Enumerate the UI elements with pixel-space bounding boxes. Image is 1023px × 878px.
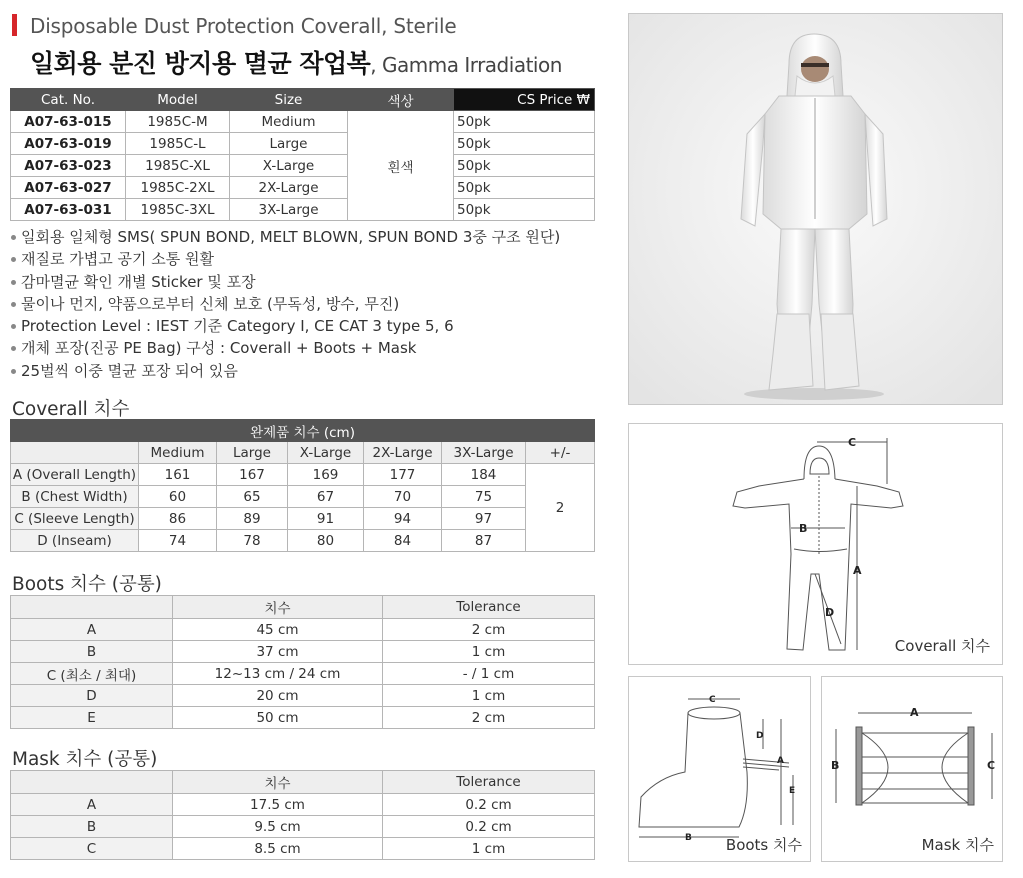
model-cell: 1985C-2XL bbox=[126, 177, 230, 199]
table-cell: 161 bbox=[139, 464, 217, 486]
row-label: C (최소 / 최대) bbox=[11, 663, 173, 685]
price-cell: 50pk bbox=[454, 199, 595, 221]
row-label: B bbox=[11, 641, 173, 663]
label-c: C bbox=[709, 695, 716, 705]
size-cell: 3X-Large bbox=[230, 199, 348, 221]
table-cell: 86 bbox=[139, 508, 217, 530]
boots-section-title: Boots 치수 (공통) bbox=[12, 574, 162, 595]
column-header: 3X-Large bbox=[442, 442, 526, 464]
page-title-suffix: , Gamma Irradiation bbox=[370, 53, 562, 77]
product-table bbox=[10, 88, 595, 221]
row-label: C (Sleeve Length) bbox=[11, 508, 139, 530]
table-cell: 50 cm bbox=[173, 707, 383, 729]
list-item-continuation: 재질로 가볍고 공기 소통 원활 bbox=[10, 248, 600, 270]
cat-no-cell: A07-63-027 bbox=[11, 177, 126, 199]
price-cell: 50pk bbox=[454, 177, 595, 199]
page-title-korean: 일회용 분진 방지용 멸균 작업복 bbox=[30, 49, 371, 78]
table-cell: 1 cm bbox=[383, 685, 595, 707]
list-item: 감마멸균 확인 개별 Sticker 및 포장 bbox=[10, 271, 600, 293]
column-header: 치수 bbox=[173, 771, 383, 794]
table-row bbox=[11, 619, 595, 641]
person-in-coverall-illustration bbox=[629, 14, 1002, 404]
table-cell: 75 bbox=[442, 486, 526, 508]
table-cell: 20 cm bbox=[173, 685, 383, 707]
table-cell: 1 cm bbox=[383, 838, 595, 860]
table-row bbox=[11, 464, 595, 486]
label-b: B bbox=[685, 833, 692, 843]
table-row bbox=[11, 663, 595, 685]
price-cell: 50pk bbox=[454, 133, 595, 155]
table-cell: 177 bbox=[364, 464, 442, 486]
column-header: Cat. No. bbox=[11, 89, 126, 111]
table-cell: 65 bbox=[217, 486, 288, 508]
table-row bbox=[11, 530, 595, 552]
table-row bbox=[11, 133, 595, 155]
table-cell: 84 bbox=[364, 530, 442, 552]
table-cell: 45 cm bbox=[173, 619, 383, 641]
column-header-blank bbox=[11, 442, 139, 464]
list-item: Protection Level : IEST 기준 Category I, CE CAT 3 type 5, 6 bbox=[10, 315, 600, 337]
table-cell: 2 cm bbox=[383, 707, 595, 729]
size-cell: 2X-Large bbox=[230, 177, 348, 199]
table-cell: 97 bbox=[442, 508, 526, 530]
row-label: A bbox=[11, 794, 173, 816]
row-label: B bbox=[11, 816, 173, 838]
label-d: D bbox=[825, 606, 835, 619]
page-subtitle: Disposable Dust Protection Coverall, Sterile bbox=[30, 14, 457, 38]
table-row bbox=[11, 199, 595, 221]
table-cell: 78 bbox=[217, 530, 288, 552]
column-header: Tolerance bbox=[383, 596, 595, 619]
column-header: Medium bbox=[139, 442, 217, 464]
page-title bbox=[30, 44, 562, 80]
table-row bbox=[11, 707, 595, 729]
size-cell: X-Large bbox=[230, 155, 348, 177]
mask-diagram-panel bbox=[821, 676, 1003, 862]
column-header: +/- bbox=[526, 442, 595, 464]
row-label: C bbox=[11, 838, 173, 860]
label-b: B bbox=[831, 759, 840, 772]
label-d: D bbox=[756, 731, 764, 741]
cat-no-cell: A07-63-023 bbox=[11, 155, 126, 177]
price-cell: 50pk bbox=[454, 111, 595, 133]
cat-no-cell: A07-63-031 bbox=[11, 199, 126, 221]
model-cell: 1985C-L bbox=[126, 133, 230, 155]
table-cell: 0.2 cm bbox=[383, 794, 595, 816]
label-c: C bbox=[848, 436, 857, 449]
table-row bbox=[11, 794, 595, 816]
list-item: 25벌씩 이중 멸균 포장 되어 있음 bbox=[10, 360, 600, 382]
row-label: A (Overall Length) bbox=[11, 464, 139, 486]
size-cell: Medium bbox=[230, 111, 348, 133]
row-label: A bbox=[11, 619, 173, 641]
label-a: A bbox=[853, 564, 862, 577]
title-accent-bar bbox=[12, 14, 17, 36]
table-cell: - / 1 cm bbox=[383, 663, 595, 685]
model-cell: 1985C-M bbox=[126, 111, 230, 133]
table-row bbox=[11, 177, 595, 199]
table-cell: 8.5 cm bbox=[173, 838, 383, 860]
table-row bbox=[11, 486, 595, 508]
list-item: 물이나 먼지, 약품으로부터 신체 보호 (무독성, 방수, 무진) bbox=[10, 293, 600, 315]
column-header: 색상 bbox=[348, 89, 454, 111]
row-label: D bbox=[11, 685, 173, 707]
table-row bbox=[11, 685, 595, 707]
table-cell: 1 cm bbox=[383, 641, 595, 663]
table-cell: 184 bbox=[442, 464, 526, 486]
label-a: A bbox=[777, 756, 784, 766]
column-header: Model bbox=[126, 89, 230, 111]
coverall-section-title: Coverall 치수 bbox=[12, 399, 130, 420]
coverall-dimension-diagram bbox=[629, 424, 1002, 664]
table-cell: 89 bbox=[217, 508, 288, 530]
column-header: Large bbox=[217, 442, 288, 464]
mask-section-title: Mask 치수 (공통) bbox=[12, 749, 158, 770]
label-b: B bbox=[799, 522, 808, 535]
row-label: E bbox=[11, 707, 173, 729]
table-cell: 87 bbox=[442, 530, 526, 552]
model-cell: 1985C-XL bbox=[126, 155, 230, 177]
boots-diagram-panel bbox=[628, 676, 811, 862]
table-cell: 0.2 cm bbox=[383, 816, 595, 838]
column-header-price: CS Price ₩ bbox=[454, 89, 595, 111]
table-cell: 37 cm bbox=[173, 641, 383, 663]
table-cell: 2 cm bbox=[383, 619, 595, 641]
table-row bbox=[11, 641, 595, 663]
column-header: Tolerance bbox=[383, 771, 595, 794]
table-cell: 169 bbox=[288, 464, 364, 486]
label-a: A bbox=[910, 706, 919, 719]
color-cell: 흰색 bbox=[348, 111, 454, 221]
boots-size-table bbox=[10, 595, 595, 729]
table-cell: 9.5 cm bbox=[173, 816, 383, 838]
tolerance-cell: 2 bbox=[526, 464, 595, 552]
list-item: 개체 포장(진공 PE Bag) 구성 : Coverall + Boots + Mask bbox=[10, 337, 600, 359]
label-c: C bbox=[987, 759, 996, 772]
table-cell: 17.5 cm bbox=[173, 794, 383, 816]
row-label: B (Chest Width) bbox=[11, 486, 139, 508]
table-cell: 60 bbox=[139, 486, 217, 508]
row-label: D (Inseam) bbox=[11, 530, 139, 552]
table-row bbox=[11, 111, 595, 133]
table-row bbox=[11, 838, 595, 860]
table-row bbox=[11, 816, 595, 838]
table-cell: 94 bbox=[364, 508, 442, 530]
table-row bbox=[11, 508, 595, 530]
list-item: 일회용 일체형 SMS( SPUN BOND, MELT BLOWN, SPUN BOND 3중 구조 원단) bbox=[10, 226, 600, 248]
coverall-group-header: 완제품 치수 (cm) bbox=[11, 420, 595, 442]
cat-no-cell: A07-63-015 bbox=[11, 111, 126, 133]
coverall-diagram-caption: Coverall 치수 bbox=[894, 637, 990, 655]
cat-no-cell: A07-63-019 bbox=[11, 133, 126, 155]
size-cell: Large bbox=[230, 133, 348, 155]
column-header: X-Large bbox=[288, 442, 364, 464]
table-cell: 91 bbox=[288, 508, 364, 530]
coverall-diagram-panel bbox=[628, 423, 1003, 665]
mask-diagram-caption: Mask 치수 bbox=[921, 836, 994, 854]
table-cell: 167 bbox=[217, 464, 288, 486]
label-e: E bbox=[789, 786, 796, 796]
column-header-blank bbox=[11, 596, 173, 619]
column-header: Size bbox=[230, 89, 348, 111]
table-cell: 70 bbox=[364, 486, 442, 508]
mask-size-table bbox=[10, 770, 595, 860]
table-cell: 74 bbox=[139, 530, 217, 552]
feature-list bbox=[10, 226, 600, 382]
boots-diagram-caption: Boots 치수 bbox=[725, 836, 802, 854]
column-header-blank bbox=[11, 771, 173, 794]
table-cell: 12~13 cm / 24 cm bbox=[173, 663, 383, 685]
price-cell: 50pk bbox=[454, 155, 595, 177]
column-header: 치수 bbox=[173, 596, 383, 619]
product-photo bbox=[628, 13, 1003, 405]
coverall-size-table bbox=[10, 419, 595, 552]
table-cell: 80 bbox=[288, 530, 364, 552]
table-row bbox=[11, 155, 595, 177]
model-cell: 1985C-3XL bbox=[126, 199, 230, 221]
table-cell: 67 bbox=[288, 486, 364, 508]
column-header: 2X-Large bbox=[364, 442, 442, 464]
